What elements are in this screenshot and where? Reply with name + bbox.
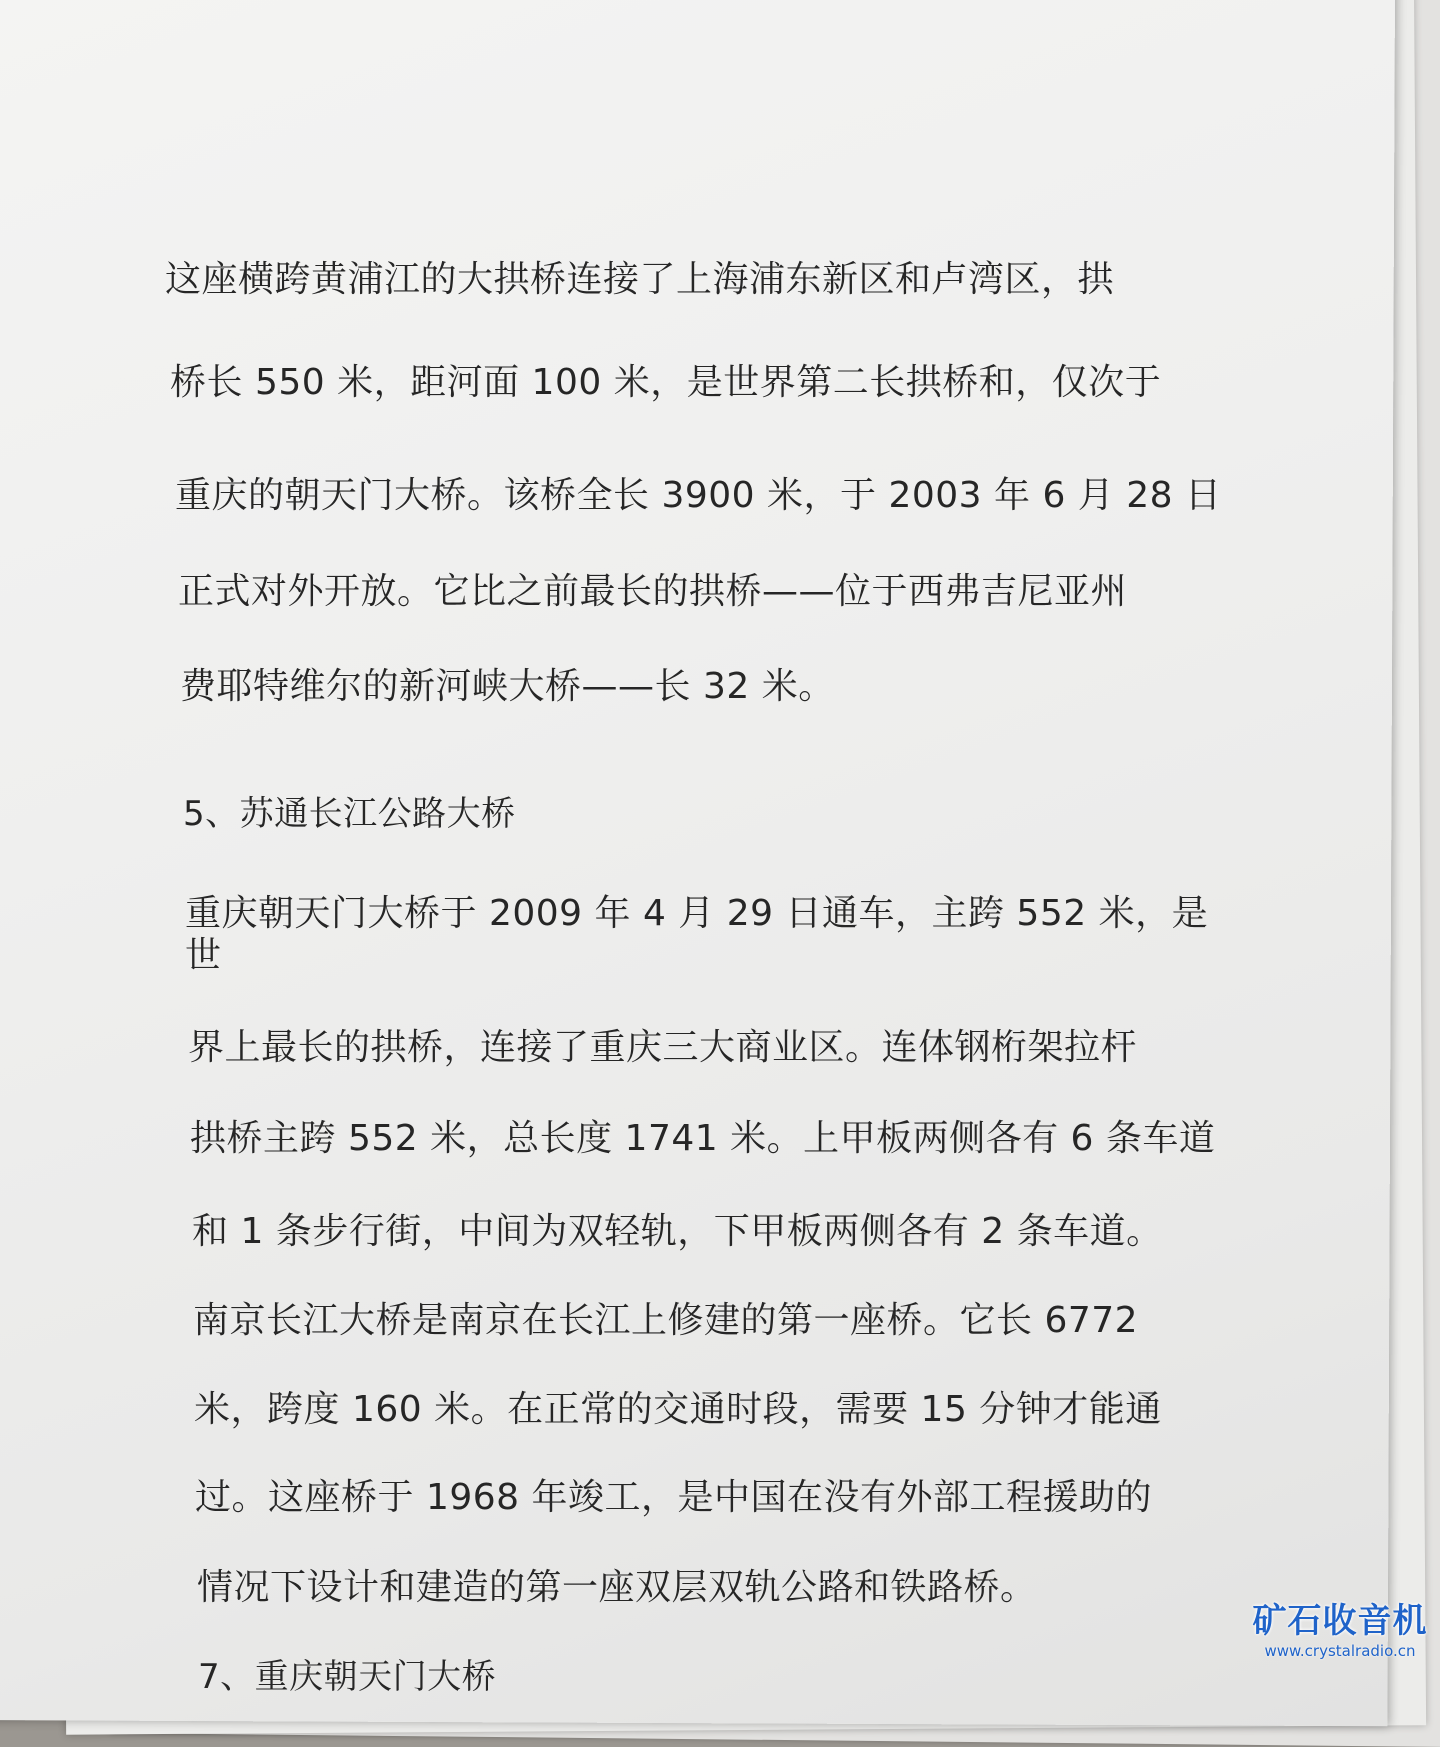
- section-heading: 7、重庆朝天门大桥: [198, 1657, 497, 1697]
- text-line: 桥长 550 米，距河面 100 米，是世界第二长拱桥和，仅次于: [170, 362, 1162, 403]
- text-line: 这座横跨黄浦江的大拱桥连接了上海浦东新区和卢湾区，拱: [165, 259, 1115, 300]
- text-line: 过。这座桥于 1968 年竣工，是中国在没有外部工程援助的: [195, 1477, 1153, 1518]
- watermark-url: www.crystalradio.cn: [1264, 1641, 1416, 1660]
- text-line: 南京长江大桥是南京在长江上修建的第一座桥。它长 6772: [193, 1300, 1139, 1341]
- text-line: 界上最长的拱桥，连接了重庆三大商业区。连体钢桁架拉杆: [188, 1027, 1138, 1068]
- text-line: 和 1 条步行街，中间为双轻轨，下甲板两侧各有 2 条车道。: [192, 1211, 1163, 1252]
- text-line: 费耶特维尔的新河峡大桥——长 32 米。: [180, 666, 835, 707]
- text-line: 世: [185, 935, 222, 976]
- text-line: 拱桥主跨 552 米，总长度 1741 米。上甲板两侧各有 6 条车道: [190, 1118, 1216, 1159]
- text-line: 重庆的朝天门大桥。该桥全长 3900 米，于 2003 年 6 月 28 日: [175, 475, 1222, 516]
- text-line: 情况下设计和建造的第一座双层双轨公路和铁路桥。: [197, 1567, 1037, 1608]
- section-heading: 5、苏通长江公路大桥: [183, 794, 516, 834]
- text-line: 米，跨度 160 米。在正常的交通时段，需要 15 分钟才能通: [194, 1389, 1162, 1430]
- text-line: 正式对外开放。它比之前最长的拱桥——位于西弗吉尼亚州: [178, 571, 1128, 612]
- site-watermark: [1250, 1601, 1430, 1681]
- text-line: 重庆朝天门大桥于 2009 年 4 月 29 日通车，主跨 552 米，是: [185, 893, 1209, 934]
- watermark-title: 矿石收音机: [1252, 1601, 1428, 1641]
